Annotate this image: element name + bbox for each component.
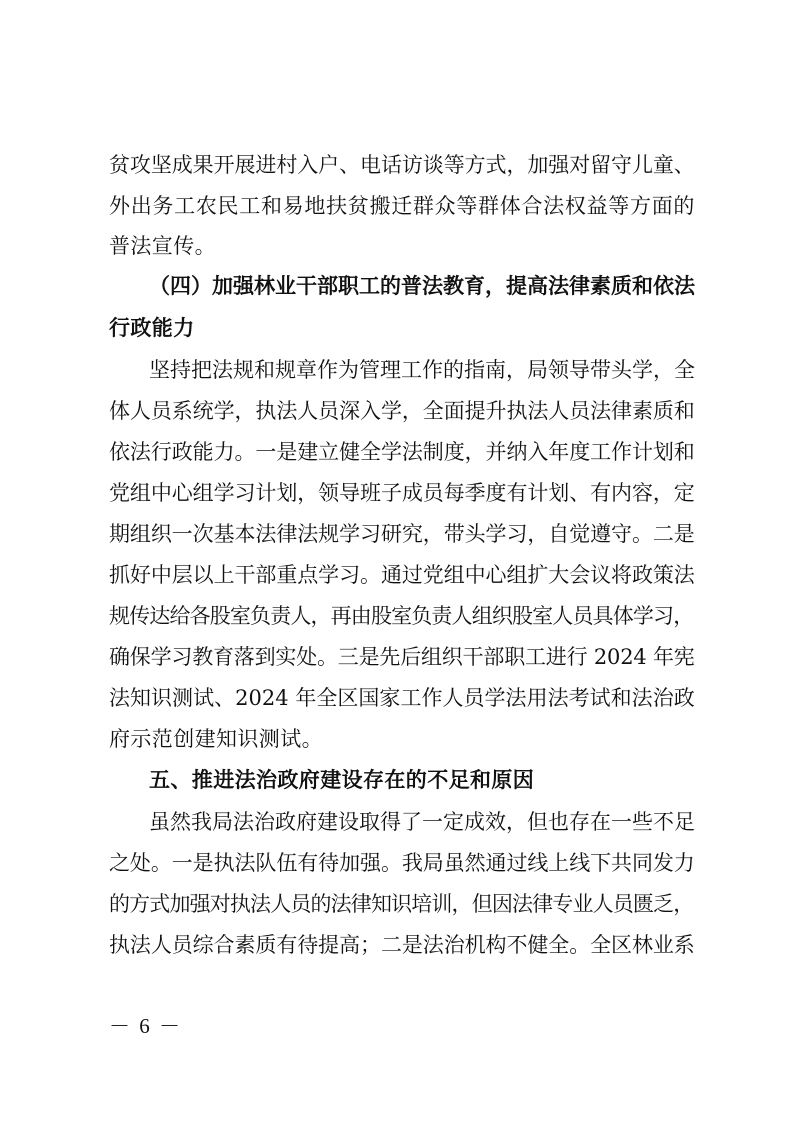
body-line: 体人员系统学，执法人员深入学，全面提升执法人员法律素质和 <box>109 399 695 423</box>
body-line: 党组中心组学习计划，领导班子成员每季度有计划、有内容，定 <box>109 481 695 505</box>
body-line: 的方式加强对执法人员的法律知识培训，但因法律专业人员匮乏， <box>109 892 694 916</box>
body-line: 普法宣传。 <box>109 234 216 258</box>
body-line: 外出务工农民工和易地扶贫搬迁群众等群体合法权益等方面的 <box>109 194 695 218</box>
section-heading-4-cont: 行政能力 <box>109 315 195 340</box>
body-line: 贫攻坚成果开展进村入户、电话访谈等方式，加强对留守儿童、 <box>109 153 695 177</box>
body-line: 期组织一次基本法律法规学习研究，带头学习，自觉遵守。二是 <box>109 522 695 546</box>
section-heading-4: （四）加强林业干部职工的普法教育，提高法律素质和依法 <box>149 273 695 298</box>
body-line: 坚持把法规和规章作为管理工作的指南，局领导带头学，全 <box>149 358 695 382</box>
body-line: 府示范创建知识测试。 <box>109 727 323 751</box>
body-line: 确保学习教育落到实处。三是先后组织干部职工进行 2024 年宪 <box>109 645 695 669</box>
body-line: 规传达给各股室负责人，再由股室负责人组织股室人员具体学习， <box>109 604 694 628</box>
body-line: 抓好中层以上干部重点学习。通过党组中心组扩大会议将政策法 <box>109 563 695 587</box>
body-line: 之处。一是执法队伍有待加强。我局虽然通过线上线下共同发力 <box>109 851 695 875</box>
body-line: 法知识测试、2024 年全区国家工作人员学法用法考试和法治政 <box>109 686 695 710</box>
body-line: 依法行政能力。一是建立健全学法制度，并纳入年度工作计划和 <box>109 440 695 464</box>
page-number: － 6 － <box>109 1014 182 1038</box>
body-line: 虽然我局法治政府建设取得了一定成效，但也存在一些不足 <box>149 810 695 834</box>
section-heading-5: 五、推进法治政府建设存在的不足和原因 <box>149 768 535 792</box>
body-line: 执法人员综合素质有待提高；二是法治机构不健全。全区林业系 <box>109 933 695 957</box>
